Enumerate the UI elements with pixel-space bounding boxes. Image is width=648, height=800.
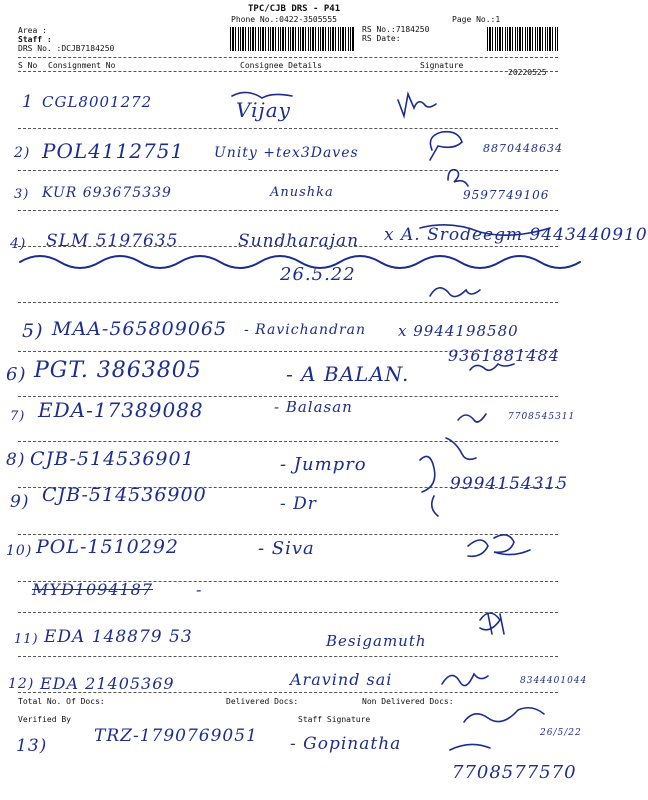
row-consignment: TRZ-1790769051 — [94, 726, 258, 746]
row-phone: 9994154315 — [450, 474, 569, 494]
row-sno: 5) — [22, 320, 44, 342]
row-sno: 3) — [14, 187, 30, 202]
row-sno: 9) — [10, 492, 30, 512]
row-consignee: Aravind sai — [290, 670, 393, 689]
row-sno: 10) — [6, 543, 33, 559]
row-phone: 7708577570 — [452, 762, 577, 783]
row-sno: 7) — [10, 409, 26, 424]
total-docs-label: Total No. Of Docs: — [18, 697, 105, 706]
page-number: Page No.:1 — [452, 15, 501, 24]
row-sno: 6) — [6, 364, 27, 385]
rs-date: RS Date: — [362, 34, 401, 43]
phone-number: Phone No.:0422-3505555 — [231, 15, 337, 24]
row-consignee: - Siva — [258, 538, 315, 559]
row-consignee: - Ravichandran — [244, 322, 367, 338]
row-sno: 2) — [14, 145, 31, 161]
verified-by-label: Verified By — [18, 715, 71, 724]
row-consignee: Vijay — [236, 98, 291, 122]
row-phone: 9597749106 — [463, 188, 550, 202]
handwritten-date: 26.5.22 — [280, 264, 356, 285]
row-consignee: - — [196, 580, 203, 599]
row-consignment: SLM 5197635 — [46, 231, 179, 251]
row-phone: 8870448634 — [483, 142, 563, 155]
row-phone: x 9944198580 — [398, 322, 519, 340]
row-consignee: - Jumpro — [280, 454, 367, 475]
row-consignment: EDA 148879 53 — [44, 627, 193, 647]
column-sno: S No — [18, 61, 38, 70]
row-consignee: - Balasan — [274, 398, 353, 416]
area-label: Area : — [18, 26, 47, 35]
row-consignee: Anushka — [270, 185, 334, 200]
row-sno: 4) — [10, 236, 27, 252]
row-sno: 13) — [16, 736, 48, 756]
row-consignee: Besigamuth — [326, 632, 427, 650]
row-sno: 11) — [14, 632, 39, 647]
delivered-docs-label: Delivered Docs: — [226, 697, 299, 706]
column-signature: Signature — [420, 61, 464, 70]
row-consignment-struck: MYD1094187 — [32, 580, 154, 599]
staff-signature-label: Staff Signature — [298, 715, 371, 724]
row-consignment: KUR 693675339 — [42, 185, 172, 201]
row-consignment: EDA-17389088 — [38, 398, 204, 422]
row-consignment: PGT. 3863805 — [34, 358, 202, 383]
column-consignee: Consignee Details — [240, 61, 322, 70]
row-phone: 7708545311 — [508, 412, 576, 422]
row-phone: 9361881484 — [448, 346, 560, 365]
row-consignee: Unity +tex3Daves — [214, 145, 359, 161]
row-consignment: CGL8001272 — [42, 93, 153, 111]
row-consignee: - A BALAN. — [286, 362, 410, 386]
row-consignment: POL-1510292 — [36, 536, 180, 558]
document-title: TPC/CJB DRS - P41 — [248, 4, 341, 14]
row-consignment: POL4112751 — [42, 139, 185, 163]
drs-number: DRS No. :DCJB7184250 — [18, 44, 115, 53]
row-consignee: Sundharajan — [238, 231, 360, 251]
column-consignment: Consignment No — [48, 61, 116, 70]
row-sno: 12) — [8, 676, 35, 692]
row-extra: x A. Srodeegm 9443440910 — [384, 225, 648, 245]
row-sno: 1 — [22, 92, 34, 112]
staff-label: Staff : — [18, 35, 52, 44]
row-consignee: - Gopinatha — [290, 734, 402, 754]
row-consignment: EDA 21405369 — [40, 674, 175, 693]
non-delivered-docs-label: Non Delivered Docs: — [362, 697, 454, 706]
row-consignment: CJB-514536901 — [30, 448, 195, 470]
row-phone: 8344401044 — [520, 676, 588, 686]
row-sno: 8) — [6, 450, 26, 470]
row-consignment: MAA-565809065 — [52, 318, 228, 340]
row-consignment: CJB-514536900 — [42, 484, 207, 506]
rs-number: RS No.:7184250 — [362, 25, 430, 34]
date-stamp: 20220525 — [508, 68, 547, 77]
row-consignee: - Dr — [280, 494, 317, 514]
handwritten-date: 26/5/22 — [540, 728, 582, 738]
